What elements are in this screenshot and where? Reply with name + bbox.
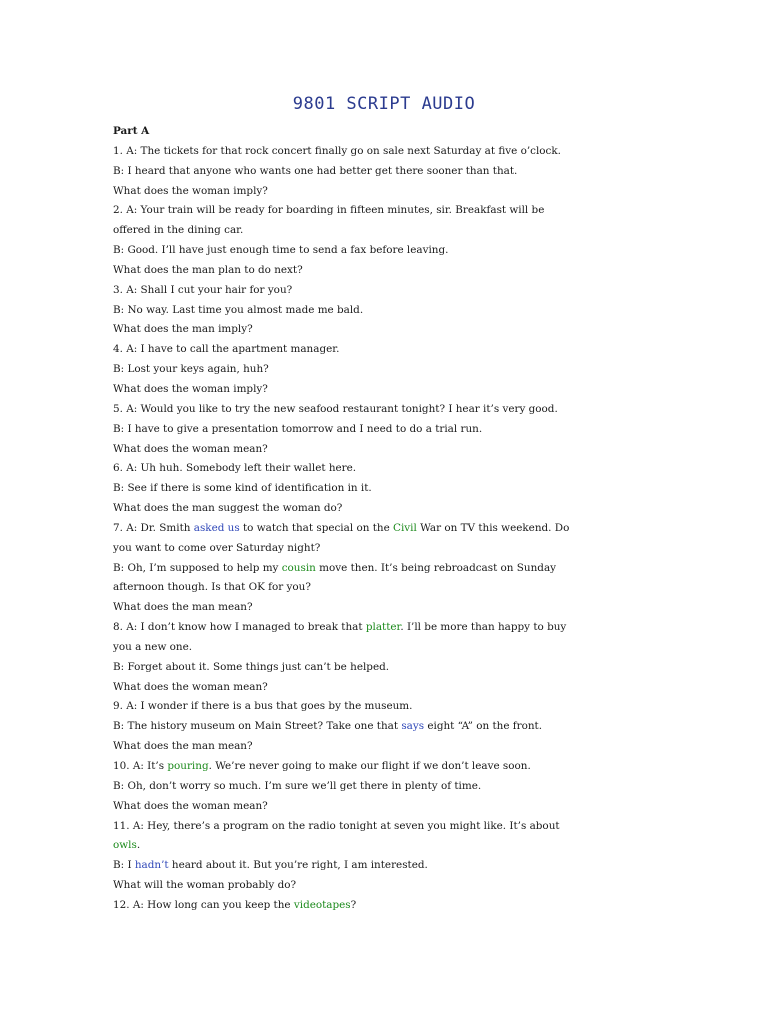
script-line (113, 221, 653, 241)
script-line (113, 578, 653, 598)
script-line (113, 440, 653, 460)
script-line (113, 420, 653, 440)
line-text: B: Forget about it. Some things just can’t be helped. (113, 660, 390, 673)
script-line (113, 281, 653, 301)
script-line (113, 737, 653, 757)
highlighted-word: says (401, 720, 425, 733)
line-text: What does the man plan to do next? (113, 263, 303, 276)
line-text: What does the man mean? (113, 740, 253, 753)
script-line (113, 340, 653, 360)
line-text: B: I heard that anyone who wants one had better get there sooner than that. (113, 164, 518, 177)
highlighted-word: pouring (167, 760, 209, 772)
line-text: What does the woman imply? (113, 382, 268, 395)
script-line (113, 142, 653, 162)
line-text: 5. A: Would you like to try the new seafood restaurant tonight? I hear it’s very good. (113, 402, 558, 415)
script-line (113, 182, 653, 202)
script-line (113, 876, 653, 896)
highlighted-word: asked us (193, 521, 240, 534)
line-text: B: Oh, I’m supposed to help my (113, 561, 282, 574)
line-text: you want to come over Saturday night? (113, 541, 321, 554)
line-text: 6. A: Uh huh. Somebody left their wallet here. (113, 462, 357, 475)
script-line (113, 380, 653, 400)
line-text: What will the woman probably do? (113, 879, 297, 892)
script-line (113, 697, 653, 717)
line-text: afternoon though. Is that OK for you? (113, 581, 311, 594)
script-line (113, 301, 653, 321)
script-line (113, 162, 653, 182)
line-text: to watch that special on the (239, 521, 394, 534)
line-text: 1. A: The tickets for that rock concert finally go on sale next Saturday at five o’clock. (113, 144, 561, 157)
script-line (113, 856, 653, 876)
script-line (113, 201, 653, 221)
page-title: 9801 SCRIPT AUDIO (292, 94, 476, 114)
section-heading (113, 122, 653, 142)
script-line (113, 638, 653, 658)
script-line (113, 479, 653, 499)
script-line (113, 241, 653, 261)
line-text: . We’re never going to make our flight if we don’t leave soon. (208, 760, 531, 772)
line-text: 4. A: I have to call the apartment manager. (113, 343, 340, 356)
script-line (113, 559, 653, 579)
line-text: 10. A: It’s (113, 760, 168, 772)
script-line (113, 896, 653, 916)
line-text: What does the woman imply? (113, 184, 268, 197)
script-line (113, 658, 653, 678)
line-text: B: I have to give a presentation tomorrow and I need to do a trial run. (113, 422, 483, 435)
highlighted-word: Civil (393, 521, 417, 534)
script-line (113, 320, 653, 340)
line-text: Part A (113, 125, 150, 137)
line-text: . I’ll be more than happy to buy (400, 621, 567, 634)
line-text: What does the woman mean? (113, 799, 268, 812)
script-line (113, 400, 653, 420)
line-text: ? (350, 898, 357, 911)
line-text: What does the man imply? (113, 323, 253, 336)
script-line (113, 499, 653, 519)
script-content (113, 122, 653, 916)
script-line (113, 360, 653, 380)
line-text: . (136, 839, 141, 852)
script-line (113, 261, 653, 281)
line-text: 12. A: How long can you keep the (113, 898, 294, 911)
highlighted-word: cousin (281, 561, 316, 574)
script-line (113, 717, 653, 737)
script-line (113, 618, 653, 638)
line-text: you a new one. (113, 640, 193, 653)
line-text: B: Good. I’ll have just enough time to send a fax before leaving. (113, 244, 449, 257)
line-text: move then. It’s being rebroadcast on Sunday (315, 561, 557, 574)
highlighted-word: platter (365, 621, 401, 634)
line-text: B: See if there is some kind of identification in it. (113, 482, 372, 495)
line-text: B: Lost your keys again, huh? (113, 363, 269, 376)
line-text: 11. A: Hey, there’s a program on the radio tonight at seven you might like. It’s about (113, 819, 560, 832)
line-text: 7. A: Dr. Smith (113, 521, 194, 534)
highlighted-word: videotapes (293, 898, 351, 911)
line-text: eight “A” on the front. (424, 720, 543, 733)
script-line (113, 797, 653, 817)
line-text: offered in the dining car. (113, 224, 244, 237)
script-line (113, 459, 653, 479)
script-line (113, 757, 653, 777)
line-text: War on TV this weekend. Do (416, 521, 570, 534)
line-text: What does the woman mean? (113, 442, 268, 455)
line-text: 3. A: Shall I cut your hair for you? (113, 283, 293, 296)
line-text: 2. A: Your train will be ready for boarding in fifteen minutes, sir. Breakfast will be (113, 204, 545, 217)
line-text: heard about it. But you’re right, I am interested. (168, 859, 428, 872)
script-line (113, 836, 653, 856)
line-text: 8. A: I don’t know how I managed to break that (113, 621, 366, 634)
highlighted-word: hadn’t (134, 859, 169, 872)
line-text: B: The history museum on Main Street? Take one that (113, 720, 402, 733)
script-line (113, 519, 653, 539)
script-line (113, 598, 653, 618)
script-line (113, 678, 653, 698)
line-text: B: Oh, don’t worry so much. I’m sure we’ll get there in plenty of time. (113, 779, 482, 792)
script-line (113, 539, 653, 559)
line-text: What does the man mean? (113, 601, 253, 614)
line-text: What does the woman mean? (113, 680, 268, 693)
line-text: 9. A: I wonder if there is a bus that goes by the museum. (113, 700, 413, 713)
script-line (113, 777, 653, 797)
script-line (113, 817, 653, 837)
line-text: B: No way. Last time you almost made me bald. (113, 303, 364, 316)
line-text: What does the man suggest the woman do? (113, 502, 343, 515)
line-text: B: I (113, 859, 135, 872)
highlighted-word: owls (113, 839, 137, 852)
